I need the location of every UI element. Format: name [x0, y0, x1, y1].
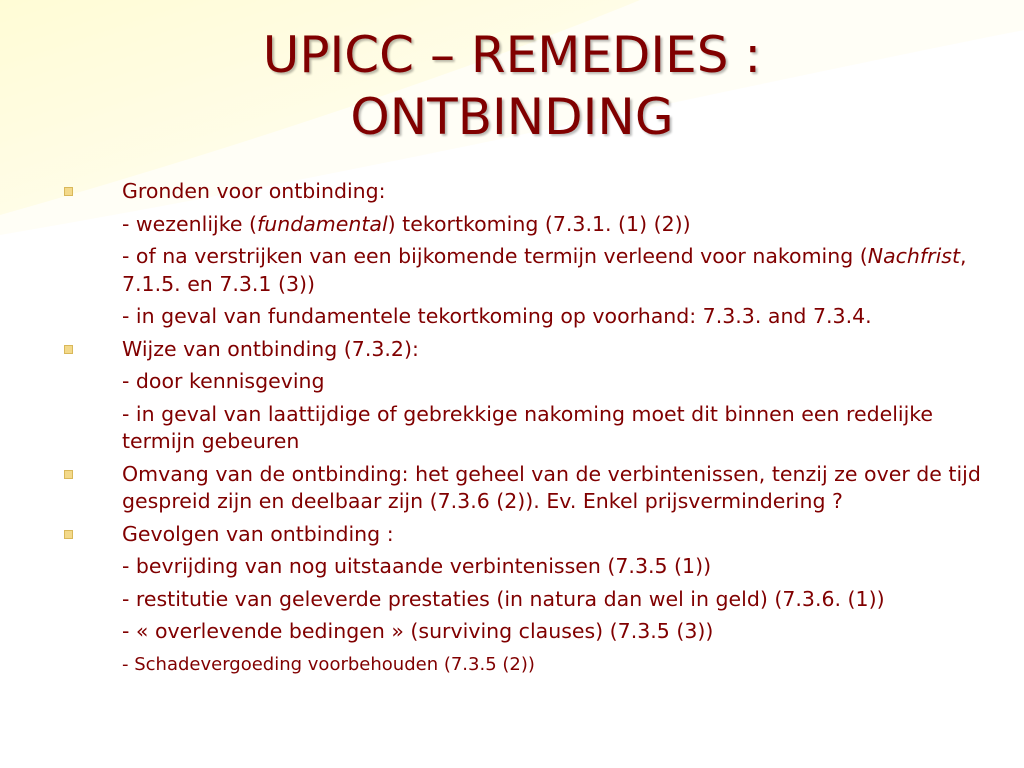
- emphasis: fundamental: [257, 211, 388, 236]
- sub-item: - in geval van fundamentele tekortkoming op voorhand: 7.3.3. and 7.3.4.: [122, 304, 872, 328]
- slide-title: [0, 24, 1024, 148]
- square-bullet-icon: [64, 187, 73, 196]
- square-bullet-icon: [64, 470, 73, 479]
- bullet-item: [60, 521, 1005, 549]
- sub-item: - in geval van laattijdige of gebrekkige nakoming moet dit binnen een redelijke termijn gebeuren: [122, 401, 934, 453]
- square-bullet-icon: [64, 345, 73, 354]
- slide-body: [60, 178, 1005, 678]
- title-line-2: ONTBINDING: [350, 88, 674, 146]
- sub-item: - of na verstrijken van een bijkomende termijn verleend voor nakoming (Nachfrist, 7.1.5. en 7.3.1 (3)): [122, 244, 967, 296]
- bullet-heading: Wijze van ontbinding (7.3.2):: [122, 336, 419, 361]
- sub-item: - door kennisgeving: [122, 369, 325, 393]
- square-bullet-icon: [64, 530, 73, 539]
- sub-item: - wezenlijke (fundamental) tekortkoming (7.3.1. (1) (2)): [122, 211, 691, 236]
- title-line-1: UPICC – REMEDIES :: [262, 26, 762, 84]
- bullet-item: [60, 178, 1005, 206]
- bullet-item: [60, 336, 1005, 364]
- bullet-heading: Gronden voor ontbinding:: [122, 179, 386, 203]
- sub-item: - bevrijding van nog uitstaande verbintenissen (7.3.5 (1)): [122, 554, 712, 578]
- bullet-heading: Gevolgen van ontbinding :: [122, 521, 394, 546]
- sub-item: - « overlevende bedingen » (surviving clauses) (7.3.5 (3)): [122, 619, 714, 643]
- sub-item: - restitutie van geleverde prestaties (in natura dan wel in geld) (7.3.6. (1)): [122, 586, 885, 611]
- sub-item: - Schadevergoeding voorbehouden (7.3.5 (2)): [122, 653, 535, 675]
- bullet-heading: Omvang van de ontbinding: het geheel van de verbintenissen, tenzij ze over de tijd gespreid zijn en deelbaar zijn (7.3.6 (2)). Ev. Enkel prijsvermindering ?: [122, 461, 981, 513]
- bullet-item: [60, 461, 1005, 516]
- emphasis: Nachfrist: [867, 244, 960, 268]
